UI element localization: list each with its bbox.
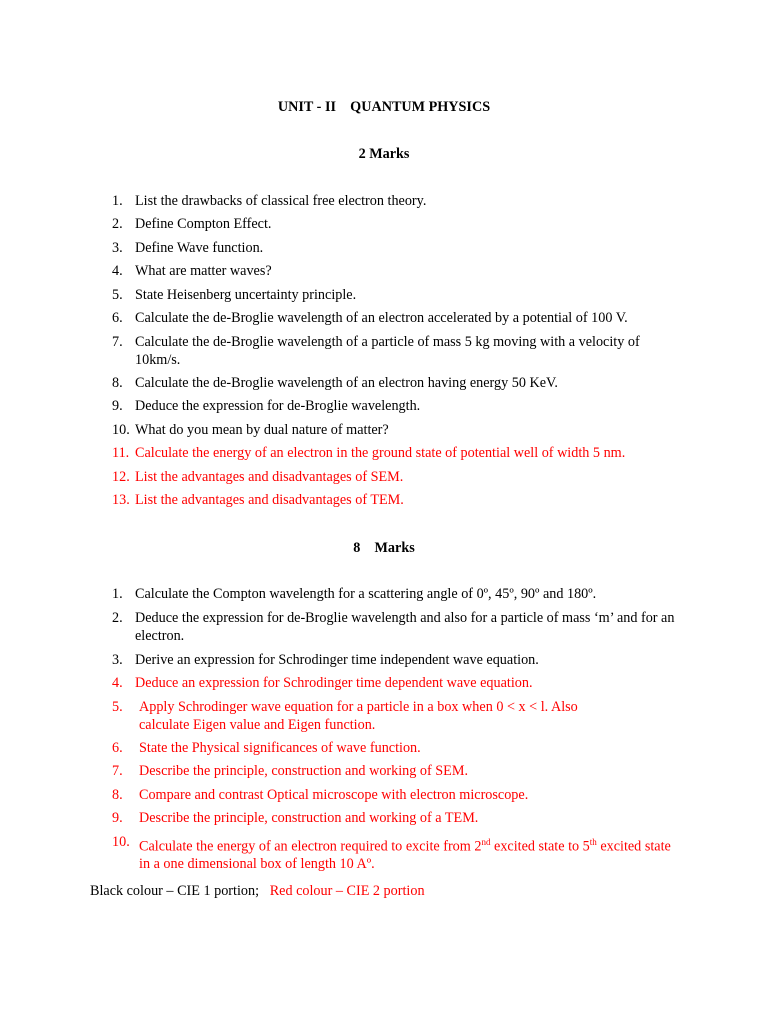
- question-number: 9.: [112, 810, 123, 826]
- question-number: 1.: [112, 193, 123, 209]
- question-text: Describe the principle, construction and working of SEM.: [139, 763, 468, 779]
- question-number: 10.: [112, 422, 130, 438]
- question-text: Deduce the expression for de-Broglie wavelength.: [135, 398, 421, 414]
- question-number: 2.: [112, 216, 123, 232]
- question-text: Define Compton Effect.: [135, 216, 272, 232]
- question-number: 6.: [112, 740, 123, 756]
- question-text: Deduce the expression for de-Broglie wavelength and also for a particle of mass ‘m’ and for an electron.: [135, 610, 675, 644]
- question-number: 10.: [112, 834, 130, 850]
- question-text: Describe the principle, construction and working of a TEM.: [139, 810, 479, 826]
- question-number: 2.: [112, 610, 123, 626]
- question-text: Derive an expression for Schrodinger time independent wave equation.: [135, 652, 539, 668]
- question-text: Calculate the de-Broglie wavelength of an electron having energy 50 KeV.: [135, 375, 558, 391]
- question-text: State the Physical significances of wave function.: [139, 740, 421, 756]
- question-number: 12.: [112, 469, 130, 485]
- question-text: Deduce an expression for Schrodinger time dependent wave equation.: [135, 675, 533, 691]
- question-text: List the drawbacks of classical free electron theory.: [135, 193, 427, 209]
- question-number: 4.: [112, 263, 123, 279]
- question-number: 7.: [112, 334, 123, 350]
- question-number: 9.: [112, 398, 123, 414]
- question-text: What do you mean by dual nature of matter?: [135, 422, 389, 438]
- question-text: What are matter waves?: [135, 263, 272, 279]
- question-text: Calculate the energy of an electron in the ground state of potential well of width 5 nm.: [135, 445, 626, 461]
- question-number: 3.: [112, 240, 123, 256]
- question-text: Calculate the de-Broglie wavelength of a particle of mass 5 kg moving with a velocity of 10km/s.: [135, 334, 640, 368]
- question-number: 3.: [112, 652, 123, 668]
- question-text: List the advantages and disadvantages of TEM.: [135, 492, 404, 508]
- question-text: Calculate the de-Broglie wavelength of an electron accelerated by a potential of 100 V.: [135, 310, 628, 326]
- footer-black-note: Black colour – CIE 1 portion;: [90, 883, 260, 899]
- question-text: Define Wave function.: [135, 240, 264, 256]
- question-number: 8.: [112, 375, 123, 391]
- question-number: 1.: [112, 586, 123, 602]
- question-text: Compare and contrast Optical microscope with electron microscope.: [139, 787, 529, 803]
- question-text: Apply Schrodinger wave equation for a particle in a box when 0 < x < l. Also calculate Eigen value and Eigen function.: [139, 699, 578, 733]
- eight-marks-heading: 8 Marks: [353, 540, 415, 556]
- unit-title: UNIT - II QUANTUM PHYSICS: [277, 99, 491, 115]
- question-number: 7.: [112, 763, 123, 779]
- footer-red-note: Red colour – CIE 2 portion: [269, 883, 425, 899]
- question-number: 5.: [112, 699, 123, 715]
- question-number: 6.: [112, 310, 123, 326]
- question-number: 4.: [112, 675, 123, 691]
- question-number: 5.: [112, 287, 123, 303]
- question-text: List the advantages and disadvantages of SEM.: [135, 469, 404, 485]
- question-number: 8.: [112, 787, 123, 803]
- two-marks-heading: 2 Marks: [358, 146, 410, 162]
- color-legend-footer: [90, 882, 425, 900]
- question-text: State Heisenberg uncertainty principle.: [135, 287, 357, 303]
- question-number: 13.: [112, 492, 130, 508]
- question-text: Calculate the energy of an electron required to excite from 2nd excited state to 5th excited state in a one dimensional box of length 10 Aº.: [139, 837, 671, 873]
- question-number: 11.: [112, 445, 130, 461]
- question-text: Calculate the Compton wavelength for a scattering angle of 0º, 45º, 90º and 180º.: [135, 586, 597, 602]
